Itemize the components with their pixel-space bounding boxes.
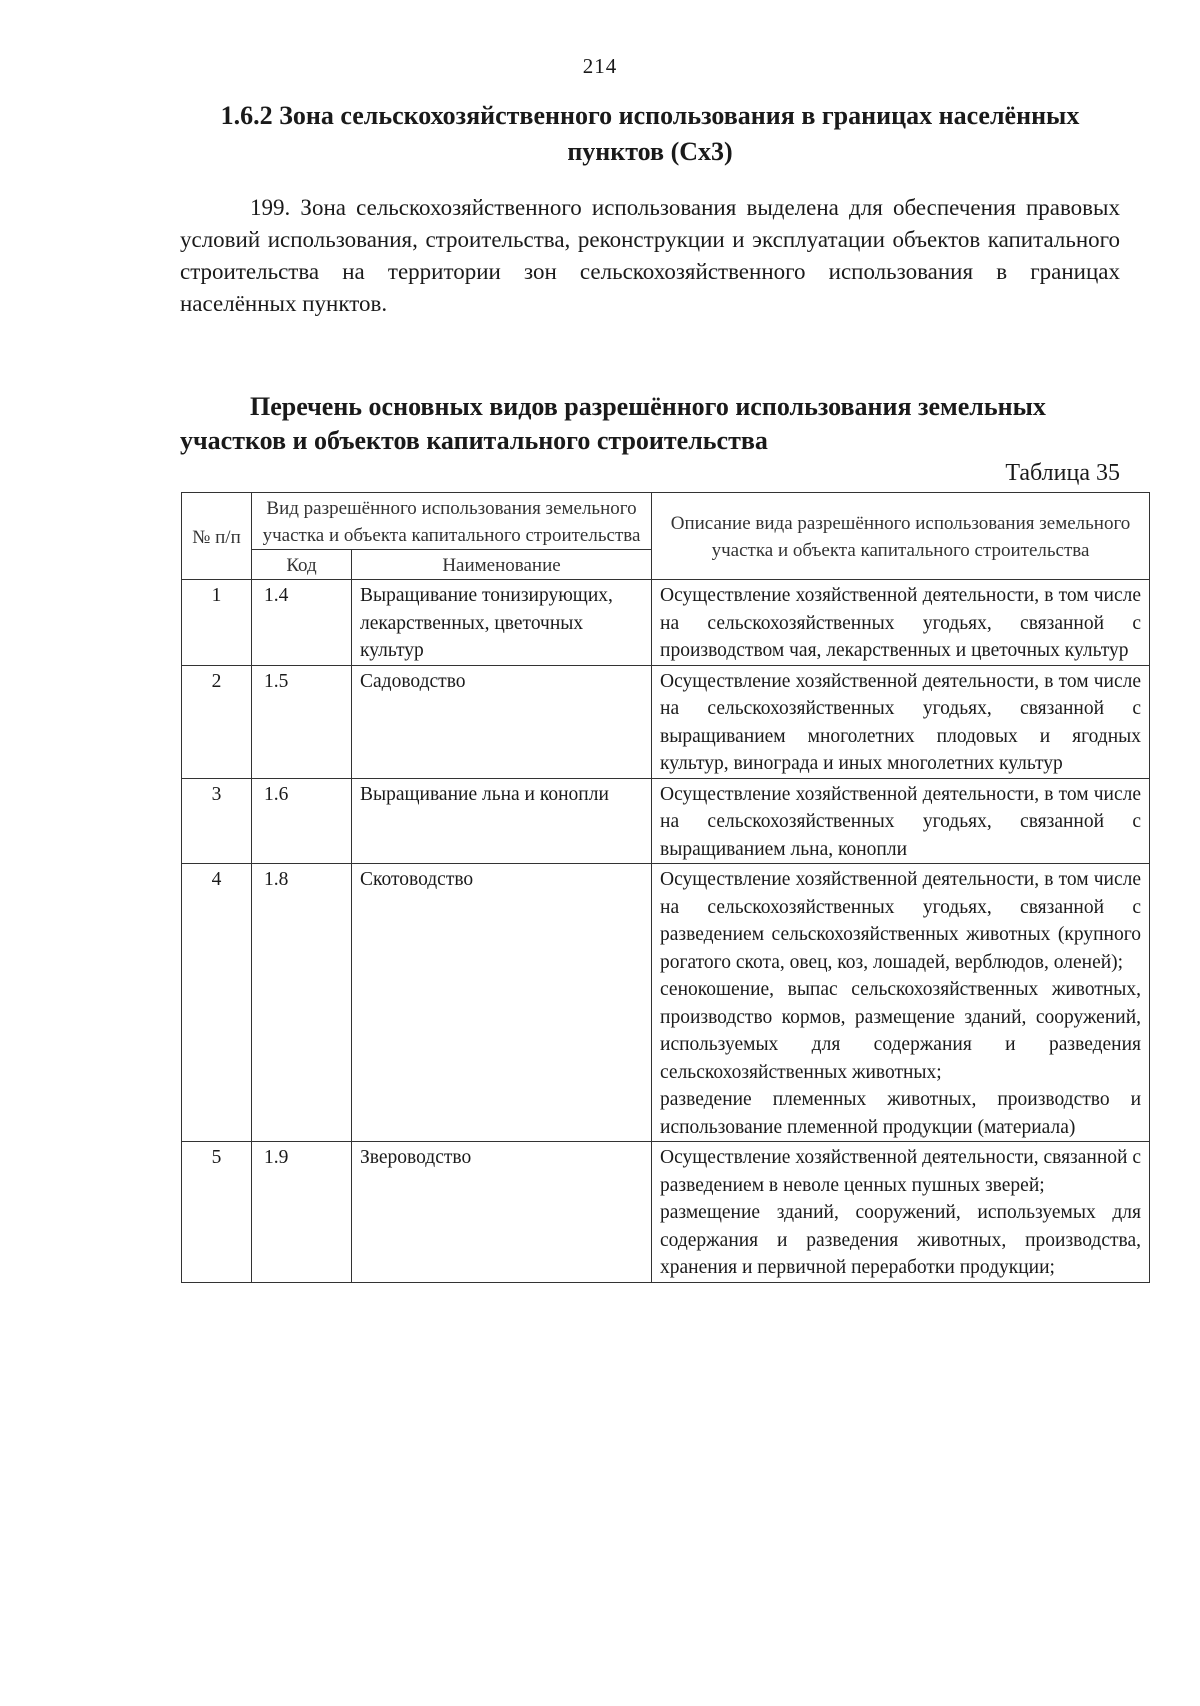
row-description <box>652 580 1150 666</box>
section-heading-line2: пунктов (Сх3) <box>567 137 733 166</box>
table-row <box>182 580 1150 666</box>
section-heading <box>180 98 1120 170</box>
row-code: 1.8 <box>252 864 352 1142</box>
table-row <box>182 778 1150 864</box>
header-name: Наименование <box>352 550 652 580</box>
row-description-paragraph: разведение племенных животных, производство и использование племенной продукции (материала) <box>660 1089 1142 1138</box>
row-description-paragraph: размещение зданий, сооружений, используемых для содержания и разведения животных, производства, хранения и первичной переработки продукции; <box>660 1202 1142 1278</box>
row-description-paragraph: Осуществление хозяйственной деятельности, в том числе на сельскохозяйственных угодьях, связанной с производством чая, лекарственных и цветочных культур <box>660 585 1142 661</box>
header-use-type: Вид разрешённого использования земельного участка и объекта капитального строительства <box>252 493 652 550</box>
row-description-paragraph: Осуществление хозяйственной деятельности, в том числе на сельскохозяйственных угодьях, связанной с выращиванием многолетних плодовых и ягодных культур, винограда и иных многолетних культур <box>660 670 1142 774</box>
row-name: Садоводство <box>352 665 652 778</box>
header-description: Описание вида разрешённого использования земельного участка и объекта капитального строительства <box>652 493 1150 580</box>
row-code: 1.4 <box>252 580 352 666</box>
row-description-paragraph: Осуществление хозяйственной деятельности, в том числе на сельскохозяйственных угодьях, связанной с выращиванием льна, конопли <box>660 783 1142 860</box>
row-num: 1 <box>182 580 252 666</box>
row-name: Выращивание тонизирующих, лекарственных, цветочных культур <box>352 580 652 666</box>
row-description <box>652 864 1150 1142</box>
row-num: 3 <box>182 778 252 864</box>
section-heading-line1: 1.6.2 Зона сельскохозяйственного использования в границах населённых <box>220 101 1080 130</box>
header-code: Код <box>252 550 352 580</box>
row-code: 1.5 <box>252 665 352 778</box>
row-description-paragraph: Осуществление хозяйственной деятельности, в том числе на сельскохозяйственных угодьях, связанной с разведением сельскохозяйственных животных (крупного рогатого скота, овец, коз, лошадей, верблюдов, оленей); <box>660 869 1142 973</box>
row-num: 5 <box>182 1142 252 1283</box>
row-name: Скотоводство <box>352 864 652 1142</box>
row-name: Выращивание льна и конопли <box>352 778 652 864</box>
row-name: Звероводство <box>352 1142 652 1283</box>
table-caption: Таблица 35 <box>1005 460 1120 486</box>
table-header-row <box>182 493 1150 550</box>
table-row <box>182 665 1150 778</box>
intro-paragraph: 199. Зона сельскохозяйственного использования выделена для обеспечения правовых условий использования, строительства, реконструкции и эксплуатации объектов капитального строительства на территории зон сельскохозяйственного использования в границах населённых пунктов. <box>180 195 1120 316</box>
row-description-paragraph: Осуществление хозяйственной деятельности, связанной с разведением в неволе ценных пушных зверей; <box>660 1147 1142 1196</box>
row-code: 1.9 <box>252 1142 352 1283</box>
row-description <box>652 665 1150 778</box>
row-description <box>652 1142 1150 1283</box>
header-num: № п/п <box>182 493 252 580</box>
table-row <box>182 864 1150 1142</box>
permitted-use-table <box>181 492 1150 1283</box>
row-description <box>652 778 1150 864</box>
list-heading: Перечень основных видов разрешённого использования земельных участков и объектов капитального строительства <box>180 392 1046 455</box>
row-description-paragraph: сенокошение, выпас сельскохозяйственных животных, производство кормов, размещение зданий, сооружений, используемых для содержания и разведения сельскохозяйственных животных; <box>660 979 1142 1083</box>
row-code: 1.6 <box>252 778 352 864</box>
row-num: 2 <box>182 665 252 778</box>
row-num: 4 <box>182 864 252 1142</box>
table-row <box>182 1142 1150 1283</box>
page-number: 214 <box>582 54 618 78</box>
